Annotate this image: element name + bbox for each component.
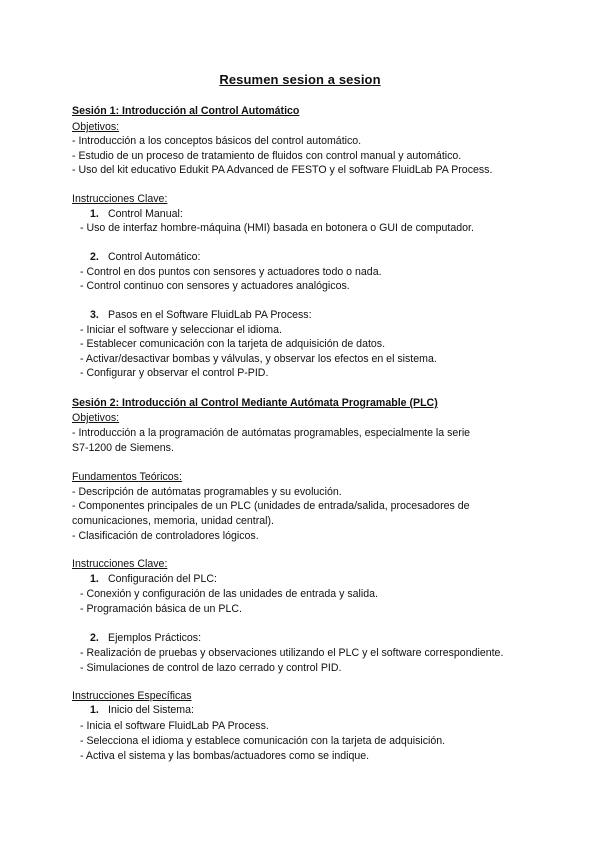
item-number: 1. — [90, 704, 99, 716]
s2-esp-item-1-line: - Selecciona el idioma y establece comunicación con la tarjeta de adquisición. — [80, 735, 446, 747]
s2-item-2-line: - Simulaciones de control de lazo cerrado y control PID. — [80, 662, 342, 674]
s1-item-3-line: - Iniciar el software y seleccionar el idioma. — [80, 324, 282, 336]
s1-item-3 — [90, 308, 312, 322]
s1-objetivo-line: - Estudio de un proceso de tratamiento de fluidos con control manual y automático. — [72, 150, 462, 162]
s2-item-1-line: - Programación básica de un PLC. — [80, 603, 242, 615]
s1-item-2-line: - Control en dos puntos con sensores y actuadores todo o nada. — [80, 266, 382, 278]
session-1-heading: Sesión 1: Introducción al Control Automático — [72, 105, 300, 117]
s2-esp-item-1-line: - Inicia el software FluidLab PA Process. — [80, 720, 269, 732]
s1-item-2-line: - Control continuo con sensores y actuadores analógicos. — [80, 280, 350, 292]
s2-item-2 — [90, 631, 201, 645]
s1-item-1 — [90, 207, 183, 221]
page-title: Resumen sesion a sesion — [219, 72, 381, 87]
item-label: Control Manual: — [108, 208, 183, 220]
item-label: Ejemplos Prácticos: — [108, 632, 202, 644]
s1-instrucciones-label: Instrucciones Clave: — [72, 193, 168, 205]
s2-objetivo-line: - Introducción a la programación de autómatas programables, especialmente la serie — [72, 427, 471, 439]
s2-fundamento-line: - Clasificación de controladores lógicos. — [72, 530, 259, 542]
session-2-heading: Sesión 2: Introducción al Control Mediante Autómata Programable (PLC) — [72, 397, 438, 409]
s2-item-1-line: - Conexión y configuración de las unidades de entrada y salida. — [80, 588, 378, 600]
s2-especificas-label: Instrucciones Específicas — [72, 690, 192, 702]
s2-item-2-line: - Realización de pruebas y observaciones utilizando el PLC y el software correspondiente. — [80, 647, 504, 659]
item-label: Pasos en el Software FluidLab PA Process: — [108, 309, 312, 321]
item-label: Inicio del Sistema: — [108, 704, 194, 716]
s2-fundamentos-label: Fundamentos Teóricos: — [72, 471, 182, 483]
s1-objetivos-label: Objetivos: — [72, 121, 120, 133]
s2-esp-item-1 — [90, 703, 194, 717]
s1-item-3-line: - Configurar y observar el control P-PID. — [80, 367, 269, 379]
s1-item-2 — [90, 250, 200, 264]
s1-item-3-line: - Establecer comunicación con la tarjeta de adquisición de datos. — [80, 338, 386, 350]
s1-item-1-line: - Uso de interfaz hombre-máquina (HMI) basada en botonera o GUI de computador. — [80, 222, 474, 234]
s2-objetivo-line: S7-1200 de Siemens. — [72, 442, 174, 454]
s2-objetivos-label: Objetivos: — [72, 412, 120, 424]
s2-fundamento-line: - Descripción de autómatas programables y su evolución. — [72, 486, 342, 498]
s2-fundamento-line: - Componentes principales de un PLC (unidades de entrada/salida, procesadores de — [72, 500, 470, 512]
item-label: Configuración del PLC: — [108, 573, 217, 585]
s1-item-3-line: - Activar/desactivar bombas y válvulas, y observar los efectos en el sistema. — [80, 353, 437, 365]
item-number: 1. — [90, 208, 99, 220]
item-label: Control Automático: — [108, 251, 201, 263]
item-number: 3. — [90, 309, 99, 321]
item-number: 2. — [90, 632, 99, 644]
s2-instrucciones-label: Instrucciones Clave: — [72, 558, 168, 570]
s1-objetivo-line: - Introducción a los conceptos básicos del control automático. — [72, 135, 362, 147]
item-number: 2. — [90, 251, 99, 263]
item-number: 1. — [90, 573, 99, 585]
s2-fundamento-line: comunicaciones, memoria, unidad central). — [72, 515, 274, 527]
s1-objetivo-line: - Uso del kit educativo Edukit PA Advanced de FESTO y el software FluidLab PA Process. — [72, 164, 493, 176]
s2-item-1 — [90, 572, 217, 586]
s2-esp-item-1-line: - Activa el sistema y las bombas/actuadores como se indique. — [80, 750, 370, 762]
